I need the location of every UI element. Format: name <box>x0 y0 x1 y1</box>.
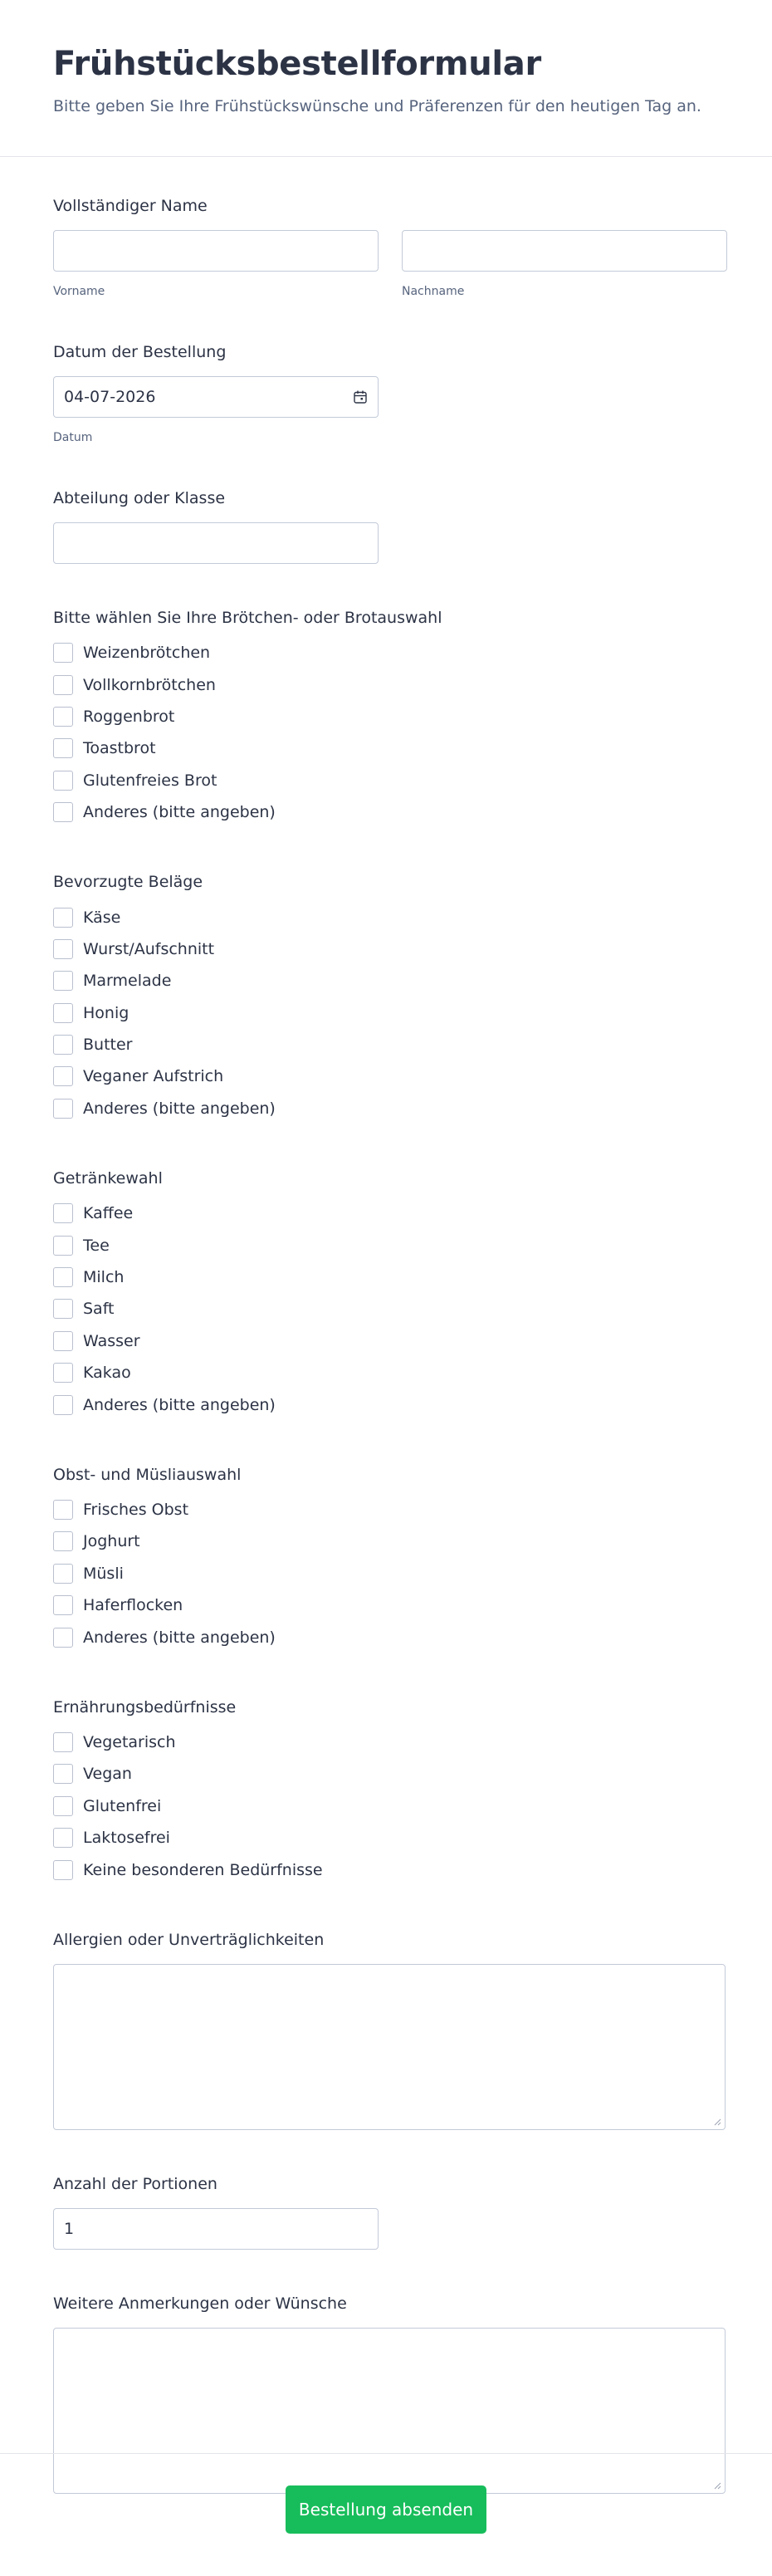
checkbox[interactable] <box>53 971 73 991</box>
last-name-sublabel: Nachname <box>402 285 465 298</box>
bread-option-label: Toastbrot <box>83 739 156 758</box>
fruit-option-label: Müsli <box>83 1564 124 1583</box>
drinks-option[interactable] <box>53 1261 726 1293</box>
bread-option-label: Roggenbrot <box>83 707 175 726</box>
form-footer <box>0 2453 772 2534</box>
drinks-option[interactable] <box>53 1229 726 1261</box>
checkbox[interactable] <box>53 1267 73 1287</box>
bread-field <box>53 609 726 828</box>
fruit-label: Obst- und Müsliauswahl <box>53 1465 242 1484</box>
checkbox[interactable] <box>53 738 73 758</box>
drinks-label: Getränkewahl <box>53 1169 163 1188</box>
first-name-col <box>53 230 379 298</box>
fruit-option-label: Anderes (bitte angeben) <box>83 1628 276 1647</box>
department-field <box>53 489 726 564</box>
form-body <box>0 157 772 2494</box>
bread-option-label: Weizenbrötchen <box>83 644 211 663</box>
toppings-option-label: Marmelade <box>83 972 172 991</box>
order-date-sublabel: Datum <box>53 431 93 444</box>
checkbox[interactable] <box>53 1531 73 1551</box>
checkbox[interactable] <box>53 939 73 959</box>
drinks-option-label: Kaffee <box>83 1204 134 1223</box>
first-name-sublabel: Vorname <box>53 285 105 298</box>
drinks-option-label: Tee <box>83 1236 110 1255</box>
diet-option[interactable] <box>53 1758 726 1790</box>
toppings-option[interactable] <box>53 1029 726 1060</box>
fruit-option[interactable] <box>53 1526 726 1557</box>
checkbox[interactable] <box>53 1299 73 1319</box>
drinks-field <box>53 1169 726 1421</box>
full-name-label: Vollständiger Name <box>53 197 208 215</box>
order-date-value: 04-07-2026 <box>64 388 156 406</box>
page-title: Frühstücksbestellformular <box>53 45 541 83</box>
drinks-option[interactable] <box>53 1388 726 1420</box>
checkbox[interactable] <box>53 1860 73 1880</box>
checkbox[interactable] <box>53 675 73 695</box>
fruit-option-label: Frisches Obst <box>83 1501 189 1519</box>
diet-option-label: Laktosefrei <box>83 1829 170 1848</box>
checkbox[interactable] <box>53 802 73 822</box>
drinks-option-label: Kakao <box>83 1364 131 1383</box>
allergies-label: Allergien oder Unverträglichkeiten <box>53 1930 325 1949</box>
form-header <box>0 0 772 157</box>
resize-grip-icon[interactable] <box>713 2118 721 2126</box>
notes-label: Weitere Anmerkungen oder Wünsche <box>53 2294 347 2313</box>
checkbox[interactable] <box>53 1066 73 1086</box>
department-label: Abteilung oder Klasse <box>53 489 226 507</box>
bread-option[interactable] <box>53 668 726 700</box>
toppings-option[interactable] <box>53 965 726 997</box>
toppings-option[interactable] <box>53 997 726 1029</box>
bread-option-label: Anderes (bitte angeben) <box>83 803 276 822</box>
checkbox[interactable] <box>53 707 73 727</box>
diet-option[interactable] <box>53 1790 726 1822</box>
drinks-option-label: Anderes (bitte angeben) <box>83 1395 276 1414</box>
toppings-label: Bevorzugte Beläge <box>53 873 203 892</box>
calendar-icon[interactable] <box>353 389 368 404</box>
portions-field <box>53 2175 726 2250</box>
bread-option[interactable] <box>53 732 726 764</box>
diet-option-label: Keine besonderen Bedürfnisse <box>83 1860 323 1879</box>
bread-option[interactable] <box>53 796 726 828</box>
checkbox[interactable] <box>53 1331 73 1351</box>
diet-option[interactable] <box>53 1854 726 1885</box>
drinks-option[interactable] <box>53 1197 726 1229</box>
checkbox[interactable] <box>53 1236 73 1256</box>
bread-option[interactable] <box>53 701 726 732</box>
bread-options <box>53 637 726 828</box>
fruit-option[interactable] <box>53 1589 726 1621</box>
toppings-option-label: Käse <box>83 908 121 927</box>
diet-option-label: Vegan <box>83 1765 132 1784</box>
allergies-field <box>53 1931 726 2130</box>
toppings-option[interactable] <box>53 933 726 965</box>
checkbox[interactable] <box>53 643 73 663</box>
diet-option[interactable] <box>53 1726 726 1758</box>
drinks-option[interactable] <box>53 1293 726 1325</box>
checkbox[interactable] <box>53 1796 73 1816</box>
toppings-option-label: Wurst/Aufschnitt <box>83 939 215 958</box>
bread-option-label: Glutenfreies Brot <box>83 771 217 790</box>
diet-options <box>53 1726 726 1886</box>
fruit-option[interactable] <box>53 1621 726 1653</box>
diet-option-label: Vegetarisch <box>83 1732 176 1751</box>
portions-label: Anzahl der Portionen <box>53 2174 217 2193</box>
full-name-row <box>53 230 726 298</box>
toppings-options <box>53 901 726 1124</box>
diet-option-label: Glutenfrei <box>83 1796 162 1815</box>
fruit-option-label: Joghurt <box>83 1532 140 1551</box>
drinks-option[interactable] <box>53 1325 726 1357</box>
checkbox[interactable] <box>53 1395 73 1415</box>
order-date-input[interactable] <box>53 376 379 418</box>
toppings-option-label: Veganer Aufstrich <box>83 1067 224 1086</box>
diet-label: Ernährungsbedürfnisse <box>53 1697 237 1717</box>
toppings-option-label: Butter <box>83 1036 133 1055</box>
toppings-option[interactable] <box>53 1060 726 1092</box>
checkbox[interactable] <box>53 1564 73 1584</box>
order-date-label: Datum der Bestellung <box>53 343 227 361</box>
toppings-field <box>53 873 726 1124</box>
full-name-field <box>53 197 726 298</box>
checkbox[interactable] <box>53 1828 73 1848</box>
submit-button[interactable]: Bestellung absenden <box>286 2485 486 2534</box>
toppings-option[interactable] <box>53 1093 726 1124</box>
bread-label: Bitte wählen Sie Ihre Brötchen- oder Brotauswahl <box>53 609 442 627</box>
drinks-option-label: Milch <box>83 1268 125 1287</box>
bread-option-label: Vollkornbrötchen <box>83 675 216 694</box>
drinks-option[interactable] <box>53 1357 726 1388</box>
last-name-input[interactable] <box>402 230 727 272</box>
bread-option[interactable] <box>53 637 726 668</box>
checkbox[interactable] <box>53 1099 73 1119</box>
diet-option[interactable] <box>53 1822 726 1854</box>
checkbox[interactable] <box>53 1764 73 1784</box>
checkbox[interactable] <box>53 1035 73 1055</box>
drinks-options <box>53 1197 726 1421</box>
order-date-field <box>53 343 726 444</box>
checkbox[interactable] <box>53 1500 73 1520</box>
checkbox[interactable] <box>53 1595 73 1615</box>
toppings-option-label: Anderes (bitte angeben) <box>83 1099 276 1118</box>
fruit-option-label: Haferflocken <box>83 1596 183 1615</box>
fruit-options <box>53 1494 726 1653</box>
checkbox[interactable] <box>53 1203 73 1223</box>
checkbox[interactable] <box>53 1363 73 1383</box>
toppings-option-label: Honig <box>83 1003 129 1022</box>
allergies-textarea[interactable] <box>53 1964 726 2130</box>
checkbox[interactable] <box>53 771 73 791</box>
fruit-option[interactable] <box>53 1494 726 1526</box>
last-name-col <box>402 230 727 298</box>
checkbox[interactable] <box>53 1003 73 1023</box>
portions-input[interactable]: 1 <box>53 2208 379 2250</box>
fruit-option[interactable] <box>53 1558 726 1589</box>
page-subtitle: Bitte geben Sie Ihre Frühstückswünsche und Präferenzen für den heutigen Tag an. <box>53 97 701 115</box>
checkbox[interactable] <box>53 1628 73 1648</box>
first-name-input[interactable] <box>53 230 379 272</box>
checkbox[interactable] <box>53 908 73 928</box>
bread-option[interactable] <box>53 765 726 796</box>
department-input[interactable] <box>53 522 379 564</box>
toppings-option[interactable] <box>53 901 726 933</box>
checkbox[interactable] <box>53 1732 73 1752</box>
drinks-option-label: Saft <box>83 1300 115 1319</box>
drinks-option-label: Wasser <box>83 1331 140 1350</box>
diet-field <box>53 1698 726 1886</box>
fruit-field <box>53 1466 726 1653</box>
